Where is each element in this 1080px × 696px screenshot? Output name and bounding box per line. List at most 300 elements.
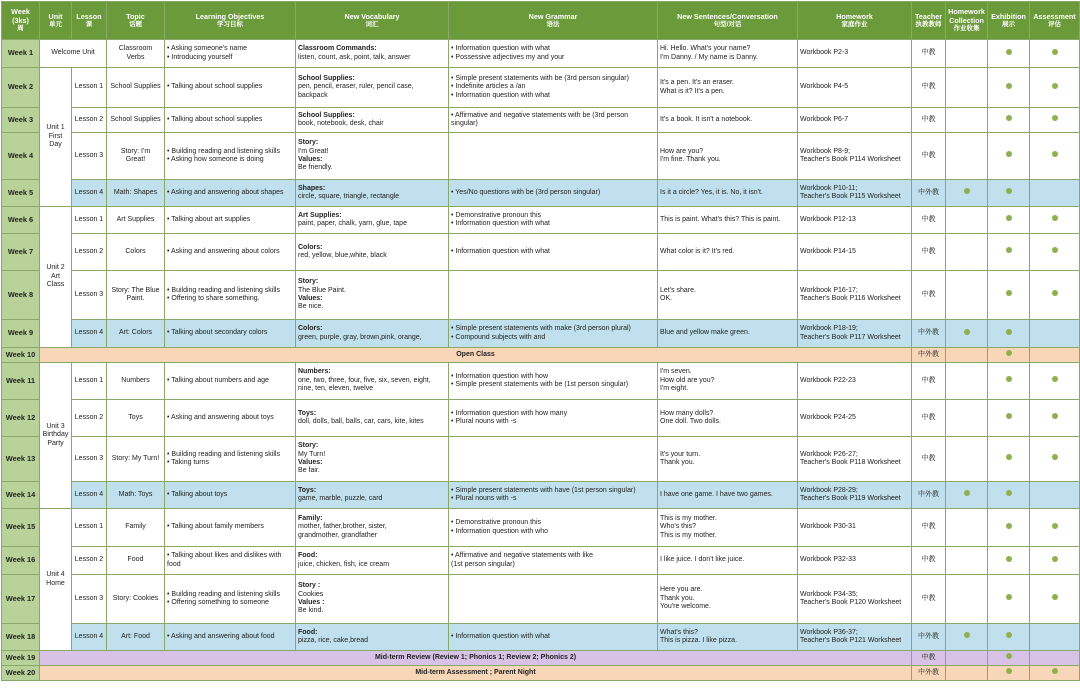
grammar-cell — [449, 207, 658, 234]
text-line: • Offering to share something. — [167, 295, 260, 302]
vocab-heading: Toys: — [298, 409, 317, 417]
text-line: juice, chicken, fish, ice cream — [298, 560, 390, 568]
assessment-cell — [1030, 68, 1080, 108]
homework-cell — [798, 234, 912, 271]
text-line: I'm Danny. / My name is Danny. — [660, 53, 758, 61]
text-line: • Compound subjects with and — [451, 333, 546, 341]
text-line: Colors — [125, 247, 146, 255]
text-line: Workbook P24-25 — [800, 413, 856, 421]
sentences-cell — [658, 437, 798, 482]
text-line: Be kind. — [298, 607, 324, 615]
text-line: Verbs — [126, 53, 145, 61]
topic-cell — [107, 437, 165, 482]
assessment-cell — [1030, 651, 1080, 666]
text-line: Workbook P30-31 — [800, 523, 856, 531]
teacher-cell: 中外教 — [912, 180, 946, 207]
text-line: Thank you. — [660, 594, 695, 602]
teacher-cell: 中外教 — [912, 320, 946, 348]
assessment-cell — [1030, 509, 1080, 547]
check-dot-icon — [1052, 49, 1058, 55]
text-line: • Information question with what — [451, 632, 550, 640]
exhibition-cell — [988, 482, 1030, 509]
check-dot-icon — [1052, 523, 1058, 529]
check-dot-icon — [1006, 594, 1012, 600]
week-cell: Week 3 — [2, 108, 40, 133]
table-row — [2, 651, 1080, 666]
week-cell: Week 7 — [2, 234, 40, 271]
text-line: Numbers — [121, 376, 150, 384]
text-line: It's a pen. It's an eraser. — [660, 79, 734, 87]
teacher-cell: 中教 — [912, 575, 946, 624]
check-dot-icon — [964, 329, 970, 335]
vocab-heading: School Supplies: — [298, 74, 355, 82]
text-line: • Possessive adjectives my and your — [451, 53, 565, 61]
homework-cell — [798, 207, 912, 234]
topic-cell — [107, 624, 165, 651]
vocab-heading: Food: — [298, 552, 318, 560]
week-cell: Week 13 — [2, 437, 40, 482]
values-heading: Values: — [298, 156, 323, 163]
vocab-cell — [296, 400, 449, 437]
text-line: • Affirmative and negative statements with be (3rd person — [451, 111, 629, 119]
objectives-cell — [165, 575, 296, 624]
text-line: Art Class — [46, 272, 65, 289]
assessment-cell — [1030, 40, 1080, 68]
check-dot-icon — [1006, 151, 1012, 157]
col-teacher: Teacher 执教教师 — [912, 2, 946, 40]
teacher-cell: 中教 — [912, 68, 946, 108]
collection-cell — [946, 651, 988, 666]
text-line: Who's this? — [660, 523, 696, 531]
table-row — [2, 363, 1080, 400]
topic-cell — [107, 400, 165, 437]
teacher-cell: 中外教 — [912, 348, 946, 363]
vocab-heading: Story : — [298, 582, 321, 590]
collection-cell — [946, 133, 988, 180]
text-line: • Asking and answering about colors — [167, 247, 280, 255]
check-dot-icon — [1006, 632, 1012, 638]
text-line: nine, ten, eleven, twelve — [298, 385, 374, 393]
values-heading: Values: — [298, 295, 323, 302]
check-dot-icon — [964, 632, 970, 638]
values-heading: Values : — [298, 599, 325, 606]
teacher-cell: 中教 — [912, 40, 946, 68]
week-cell: Week 1 — [2, 40, 40, 68]
topic-cell — [107, 575, 165, 624]
vocab-cell — [296, 180, 449, 207]
homework-cell — [798, 40, 912, 68]
table-row — [2, 547, 1080, 575]
check-dot-icon — [1006, 83, 1012, 89]
text-line: Is it a circle? Yes, it is. No, it isn't. — [660, 188, 763, 196]
sentences-cell — [658, 547, 798, 575]
lesson-cell: Lesson 1 — [72, 68, 107, 108]
grammar-cell — [449, 437, 658, 482]
check-dot-icon — [1006, 215, 1012, 221]
unit-cell — [40, 509, 72, 651]
text-line: How are you? — [660, 147, 704, 155]
text-line: • Asking and answering about shapes — [167, 188, 284, 196]
topic-cell — [107, 108, 165, 133]
check-dot-icon — [1006, 454, 1012, 460]
vocab-heading: Story: — [298, 139, 319, 147]
exhibition-cell — [988, 234, 1030, 271]
text-line: Art: Colors — [118, 329, 153, 337]
check-dot-icon — [964, 188, 970, 194]
text-line: Workbook P36-37; — [800, 628, 858, 636]
assessment-cell — [1030, 234, 1080, 271]
text-line: Workbook P34-35; — [800, 590, 858, 598]
topic-cell — [107, 207, 165, 234]
week-cell: Week 19 — [2, 651, 40, 666]
text-line: Unit 3 — [46, 422, 65, 430]
lesson-cell: Lesson 4 — [72, 482, 107, 509]
text-line: • Information question with what — [451, 247, 550, 255]
table-body — [2, 40, 1080, 681]
sentences-cell — [658, 509, 798, 547]
text-line: Workbook P2-3 — [800, 49, 849, 57]
grammar-cell — [449, 40, 658, 68]
week-cell: Week 17 — [2, 575, 40, 624]
objectives-cell — [165, 547, 296, 575]
text-line: • Talking about secondary colors — [167, 329, 268, 337]
assessment-cell — [1030, 547, 1080, 575]
text-line: one, two, three, four, five, six, seven, eight, — [298, 376, 431, 384]
text-line: Teacher's Book P121 Worksheet — [800, 637, 902, 644]
col-assessment: Assessment 评估 — [1030, 2, 1080, 40]
text-line: • Talking about family members — [167, 523, 264, 531]
table-row — [2, 320, 1080, 348]
topic-cell — [107, 547, 165, 575]
text-line: Workbook P32-33 — [800, 556, 856, 564]
unit-cell — [40, 68, 72, 207]
exhibition-cell — [988, 547, 1030, 575]
text-line: How old are you? — [660, 376, 715, 384]
collection-cell — [946, 624, 988, 651]
text-line: My Turn! — [298, 450, 326, 458]
exhibition-cell — [988, 133, 1030, 180]
text-line: Unit 1 — [46, 124, 65, 132]
topic-cell — [107, 509, 165, 547]
text-line: • Information question with what — [451, 220, 550, 227]
sentences-cell — [658, 363, 798, 400]
teacher-cell: 中教 — [912, 271, 946, 320]
text-line: Workbook P14-15 — [800, 247, 856, 255]
lesson-cell: Lesson 3 — [72, 271, 107, 320]
text-line: Story: Cookies — [112, 594, 159, 602]
text-line: What's this? — [660, 628, 698, 636]
table-row — [2, 68, 1080, 108]
text-line: Teacher's Book P120 Worksheet — [800, 599, 902, 606]
topic-cell — [107, 68, 165, 108]
vocab-heading: Numbers: — [298, 368, 331, 376]
text-line: Workbook P12-13 — [800, 215, 856, 223]
exhibition-cell — [988, 400, 1030, 437]
vocab-cell — [296, 40, 449, 68]
event-label: Mid-term Review (Review 1; Phonics 1; Review 2; Phonics 2) — [40, 651, 912, 666]
table-row — [2, 624, 1080, 651]
homework-cell — [798, 363, 912, 400]
text-line: Great! — [125, 156, 146, 163]
text-line: Be nice. — [298, 303, 324, 311]
text-line: Teacher's Book P116 Worksheet — [800, 295, 901, 302]
week-cell: Week 18 — [2, 624, 40, 651]
week-cell: Week 6 — [2, 207, 40, 234]
topic-cell — [107, 320, 165, 348]
text-line: • Asking how someone is doing — [167, 156, 264, 163]
text-line: doll, dolls, ball, balls, car, cars, kite, kites — [298, 418, 424, 425]
text-line: How many dolls? — [660, 409, 714, 417]
topic-cell — [107, 482, 165, 509]
text-line: mother, father,brother, sister, — [298, 523, 387, 531]
teacher-cell: 中外教 — [912, 666, 946, 681]
text-line: Workbook P18-19; — [800, 325, 858, 333]
exhibition-cell — [988, 108, 1030, 133]
text-line: Workbook P22-23 — [800, 376, 856, 384]
check-dot-icon — [1006, 290, 1012, 296]
lesson-cell: Lesson 2 — [72, 400, 107, 437]
collection-cell — [946, 575, 988, 624]
vocab-heading: Food: — [298, 628, 318, 636]
collection-cell — [946, 68, 988, 108]
vocab-cell — [296, 363, 449, 400]
curriculum-table — [1, 1, 1080, 681]
unit-cell — [40, 207, 72, 348]
check-dot-icon — [1052, 376, 1058, 382]
text-line: Teacher's Book P114 Worksheet — [800, 156, 901, 163]
text-line: (1st person singular) — [451, 560, 515, 568]
text-line: What color is it? It's red. — [660, 247, 735, 255]
table-row — [2, 666, 1080, 681]
text-line: I'm fine. Thank you. — [660, 156, 721, 163]
text-line: Teacher's Book P115 Worksheet — [800, 193, 901, 200]
sentences-cell — [658, 234, 798, 271]
text-line: This is my mother. — [660, 514, 717, 522]
sentences-cell — [658, 133, 798, 180]
col-exhibition: Exhibition 展示 — [988, 2, 1030, 40]
text-line: backpack — [298, 91, 328, 99]
text-line: Teacher's Book P119 Worksheet — [800, 495, 901, 502]
text-line: Workbook P4-5 — [800, 83, 849, 91]
exhibition-cell — [988, 40, 1030, 68]
text-line: • Talking about numbers and age — [167, 376, 269, 384]
text-line: • Building reading and listening skills — [167, 590, 280, 598]
objectives-cell — [165, 108, 296, 133]
text-line: First Day — [48, 132, 63, 149]
text-line: You're welcome. — [660, 603, 711, 611]
vocab-heading: Classroom Commands: — [298, 45, 377, 53]
topic-cell — [107, 40, 165, 68]
homework-cell — [798, 624, 912, 651]
teacher-cell: 中教 — [912, 400, 946, 437]
sentences-cell — [658, 108, 798, 133]
text-line: circle, square, triangle, rectangle — [298, 193, 400, 200]
text-line: grandmother, grandfather — [298, 531, 377, 539]
check-dot-icon — [1006, 49, 1012, 55]
col-collection: Homework Collection 作业收集 — [946, 2, 988, 40]
assessment-cell — [1030, 575, 1080, 624]
objectives-cell — [165, 271, 296, 320]
collection-cell — [946, 363, 988, 400]
week-cell: Week 11 — [2, 363, 40, 400]
homework-cell — [798, 482, 912, 509]
text-line: book, notebook, desk, chair — [298, 120, 384, 127]
topic-cell — [107, 133, 165, 180]
text-line: I'm eight. — [660, 385, 689, 393]
exhibition-cell — [988, 348, 1030, 363]
check-dot-icon — [1052, 290, 1058, 296]
vocab-cell — [296, 207, 449, 234]
check-dot-icon — [1006, 115, 1012, 121]
table-row — [2, 40, 1080, 68]
objectives-cell — [165, 133, 296, 180]
grammar-cell — [449, 547, 658, 575]
check-dot-icon — [1052, 556, 1058, 562]
lesson-cell: Lesson 2 — [72, 234, 107, 271]
table-row — [2, 437, 1080, 482]
col-unit: Unit 单元 — [40, 2, 72, 40]
assessment-cell — [1030, 207, 1080, 234]
check-dot-icon — [1052, 454, 1058, 460]
event-label: Open Class — [40, 348, 912, 363]
col-vocab: New Vocabulary 词汇 — [296, 2, 449, 40]
assessment-cell — [1030, 482, 1080, 509]
week-cell: Week 15 — [2, 509, 40, 547]
vocab-cell — [296, 547, 449, 575]
objectives-cell — [165, 180, 296, 207]
week-cell: Week 8 — [2, 271, 40, 320]
week-cell: Week 16 — [2, 547, 40, 575]
table-row — [2, 108, 1080, 133]
assessment-cell — [1030, 666, 1080, 681]
lesson-cell: Lesson 3 — [72, 437, 107, 482]
objectives-cell — [165, 68, 296, 108]
table-row — [2, 575, 1080, 624]
check-dot-icon — [1006, 329, 1012, 335]
table-row — [2, 180, 1080, 207]
text-line: game, marble, puzzle, card — [298, 495, 383, 502]
text-line: OK. — [660, 295, 673, 302]
lesson-cell: Lesson 1 — [72, 207, 107, 234]
text-line: Math: Shapes — [113, 188, 158, 196]
vocab-cell — [296, 234, 449, 271]
text-line: food — [167, 560, 181, 568]
grammar-cell — [449, 482, 658, 509]
text-line: Story: My Turn! — [111, 454, 160, 462]
text-line: This is paint. What's this? This is paint. — [660, 215, 781, 223]
text-line: • Information question with what — [451, 45, 550, 53]
objectives-cell — [165, 207, 296, 234]
exhibition-cell — [988, 207, 1030, 234]
lesson-cell: Lesson 4 — [72, 180, 107, 207]
sentences-cell — [658, 320, 798, 348]
table-row — [2, 133, 1080, 180]
homework-cell — [798, 437, 912, 482]
lesson-cell: Lesson 1 — [72, 363, 107, 400]
check-dot-icon — [1052, 247, 1058, 253]
text-line: Workbook P26-27; — [800, 450, 858, 458]
check-dot-icon — [1052, 215, 1058, 221]
teacher-cell: 中教 — [912, 363, 946, 400]
text-line: Teacher's Book P118 Worksheet — [800, 459, 901, 466]
teacher-cell: 中教 — [912, 133, 946, 180]
vocab-heading: Art Supplies: — [298, 211, 342, 219]
collection-cell — [946, 271, 988, 320]
check-dot-icon — [1006, 376, 1012, 382]
collection-cell — [946, 320, 988, 348]
text-line: Unit 2 — [46, 264, 65, 272]
event-label: Mid-term Assessment ; Parent Night — [40, 666, 912, 681]
values-heading: Values: — [298, 459, 323, 466]
header-row — [2, 2, 1080, 40]
check-dot-icon — [1006, 350, 1012, 356]
vocab-cell — [296, 133, 449, 180]
vocab-cell — [296, 320, 449, 348]
check-dot-icon — [1006, 523, 1012, 529]
grammar-cell — [449, 363, 658, 400]
grammar-cell — [449, 400, 658, 437]
text-line: Workbook P10-11; — [800, 184, 858, 192]
week-cell: Week 10 — [2, 348, 40, 363]
check-dot-icon — [1006, 653, 1012, 659]
text-line: Birthday — [42, 431, 69, 439]
assessment-cell — [1030, 437, 1080, 482]
topic-cell — [107, 234, 165, 271]
text-line: • Talking about school supplies — [167, 83, 263, 91]
week-cell: Week 20 — [2, 666, 40, 681]
lesson-cell: Lesson 3 — [72, 575, 107, 624]
exhibition-cell — [988, 624, 1030, 651]
text-line: This is my mother. — [660, 531, 717, 539]
col-homework: Homework 家庭作业 — [798, 2, 912, 40]
text-line: Food — [127, 556, 144, 564]
text-line: School Supplies — [110, 83, 161, 91]
week-cell: Week 4 — [2, 133, 40, 180]
objectives-cell — [165, 624, 296, 651]
lesson-cell: Lesson 2 — [72, 547, 107, 575]
text-line: • Building reading and listening skills — [167, 147, 280, 155]
assessment-cell — [1030, 133, 1080, 180]
text-line: I'm Great! — [298, 147, 329, 155]
week-cell: Week 2 — [2, 68, 40, 108]
week-cell: Week 14 — [2, 482, 40, 509]
text-line: Cookies — [298, 590, 324, 598]
grammar-cell — [449, 320, 658, 348]
text-line: Workbook P6-7 — [800, 115, 849, 123]
homework-cell — [798, 133, 912, 180]
vocab-cell — [296, 482, 449, 509]
check-dot-icon — [1052, 413, 1058, 419]
collection-cell — [946, 234, 988, 271]
objectives-cell — [165, 482, 296, 509]
text-line: Party — [47, 439, 64, 447]
grammar-cell — [449, 108, 658, 133]
homework-cell — [798, 547, 912, 575]
check-dot-icon — [1006, 490, 1012, 496]
table-row — [2, 482, 1080, 509]
exhibition-cell — [988, 180, 1030, 207]
text-line: Family — [125, 523, 146, 531]
grammar-cell — [449, 234, 658, 271]
check-dot-icon — [1052, 115, 1058, 121]
text-line: singular) — [451, 120, 478, 127]
text-line: Hi. Hello. What's your name? — [660, 45, 751, 53]
collection-cell — [946, 108, 988, 133]
text-line: red, yellow, blue,white, black — [298, 252, 387, 259]
objectives-cell — [165, 363, 296, 400]
vocab-cell — [296, 509, 449, 547]
text-line: Story: I'm — [120, 147, 151, 155]
